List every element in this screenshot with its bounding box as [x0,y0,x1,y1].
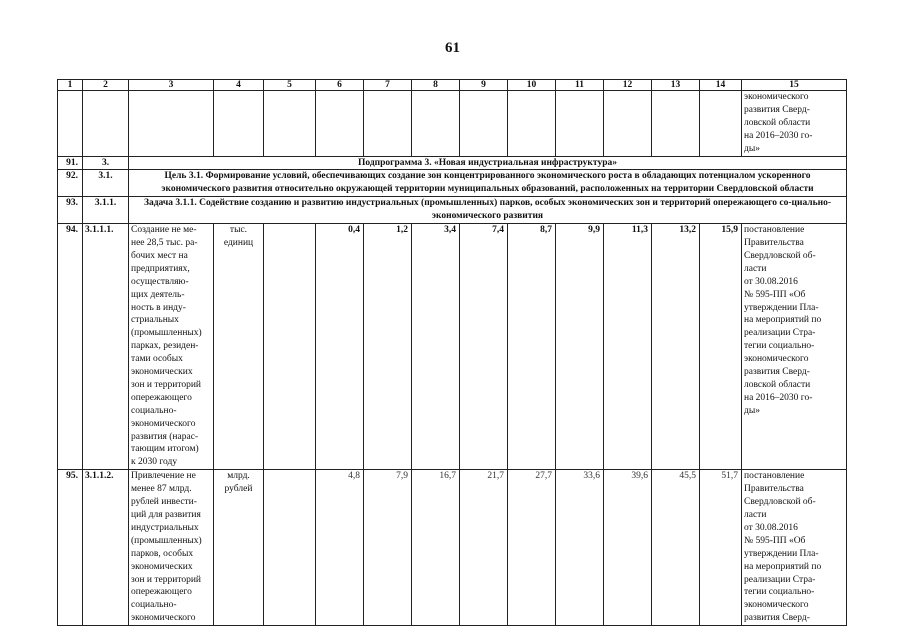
value-cell: 1,2 [364,224,412,470]
empty-cell [264,470,316,626]
value-cell: 4,8 [316,470,364,626]
header-cell: 12 [604,80,652,91]
subprogram-title: Подпрограмма 3. «Новая индустриальная инфраструктура» [129,156,847,170]
table-header-row [58,80,847,91]
document-cell: постановление Правительства Свердловской об- ласти от 30.08.2016 № 595-ПП «Об утверждении Пла- на мероприятий по реализации Стра- тегии социально- экономического развития Сверд- [742,470,847,626]
row-code: 3.1.1.2. [83,470,129,626]
value-cell: 7,9 [364,470,412,626]
goal-text: Цель 3.1. Формирование условий, обеспечивающих создание зон концентрированного экономического роста в обладающих потенциалом ускоренного экономического развития относительно окружающей территории муниципальных образований, расположенных на территории Свердловской области [129,170,847,197]
value-cell: 51,7 [700,470,742,626]
value-cell: 7,4 [460,224,508,470]
task-text: Задача 3.1.1. Содействие созданию и развитию индустриальных (промышленных) парков, особых экономических зон и территорий опережающего со-циально-экономического развития [129,197,847,224]
value-cell: 8,7 [508,224,556,470]
document-cell: постановление Правительства Свердловской об- ласти от 30.08.2016 № 595-ПП «Об утверждении Пла- на мероприятий по реализации Стра- тегии социально- экономического развития Сверд- ловской области на 2016–2030 го- ды» [742,224,847,470]
unit-cell: млрд. рублей [214,470,264,626]
indicator-name: Привлечение не менее 87 млрд. рублей инвести- ций для развития индустриальных (промышленных) парков, особых экономических зон и территорий опережающего социально- экономического [129,470,214,626]
row-number: 95. [58,470,83,626]
row-code: 3.1.1.1. [83,224,129,470]
row-code: 3. [83,156,129,170]
value-cell: 27,7 [508,470,556,626]
header-cell: 6 [316,80,364,91]
value-cell: 0,4 [316,224,364,470]
table-row [58,197,847,224]
value-cell: 45,5 [652,470,700,626]
header-cell: 4 [214,80,264,91]
value-cell: 11,3 [604,224,652,470]
page-number: 61 [445,40,460,56]
row-code: 3.1. [83,170,129,197]
header-cell: 15 [742,80,847,91]
row-number: 91. [58,156,83,170]
value-cell: 3,4 [412,224,460,470]
row-number: 93. [58,197,83,224]
continuation-row [58,91,847,157]
document-cell: экономического развития Сверд- ловской области на 2016–2030 го- ды» [742,91,847,157]
indicator-name: Создание не ме- нее 28,5 тыс. ра- бочих мест на предприятиях, осуществляю- щих деятель- ность в инду- стриальных (промышленных) парках, резиден- тами особых экономических зон и территорий опережающего социально- экономического развития (нарас- тающим итогом) к 2030 году [129,224,214,470]
header-cell: 9 [460,80,508,91]
empty-cell [264,224,316,470]
header-cell: 5 [264,80,316,91]
table-row [58,156,847,170]
header-cell: 11 [556,80,604,91]
header-cell: 8 [412,80,460,91]
header-cell: 1 [58,80,83,91]
header-cell: 7 [364,80,412,91]
row-number: 94. [58,224,83,470]
indicators-table [57,79,847,626]
header-cell: 2 [83,80,129,91]
unit-cell: тыс. единиц [214,224,264,470]
value-cell: 33,6 [556,470,604,626]
row-number: 92. [58,170,83,197]
value-cell: 9,9 [556,224,604,470]
table-row [58,170,847,197]
value-cell: 39,6 [604,470,652,626]
value-cell: 15,9 [700,224,742,470]
table-row [58,470,847,626]
value-cell: 21,7 [460,470,508,626]
header-cell: 10 [508,80,556,91]
table-row [58,224,847,470]
header-cell: 13 [652,80,700,91]
row-code: 3.1.1. [83,197,129,224]
header-cell: 14 [700,80,742,91]
value-cell: 16,7 [412,470,460,626]
header-cell: 3 [129,80,214,91]
value-cell: 13,2 [652,224,700,470]
